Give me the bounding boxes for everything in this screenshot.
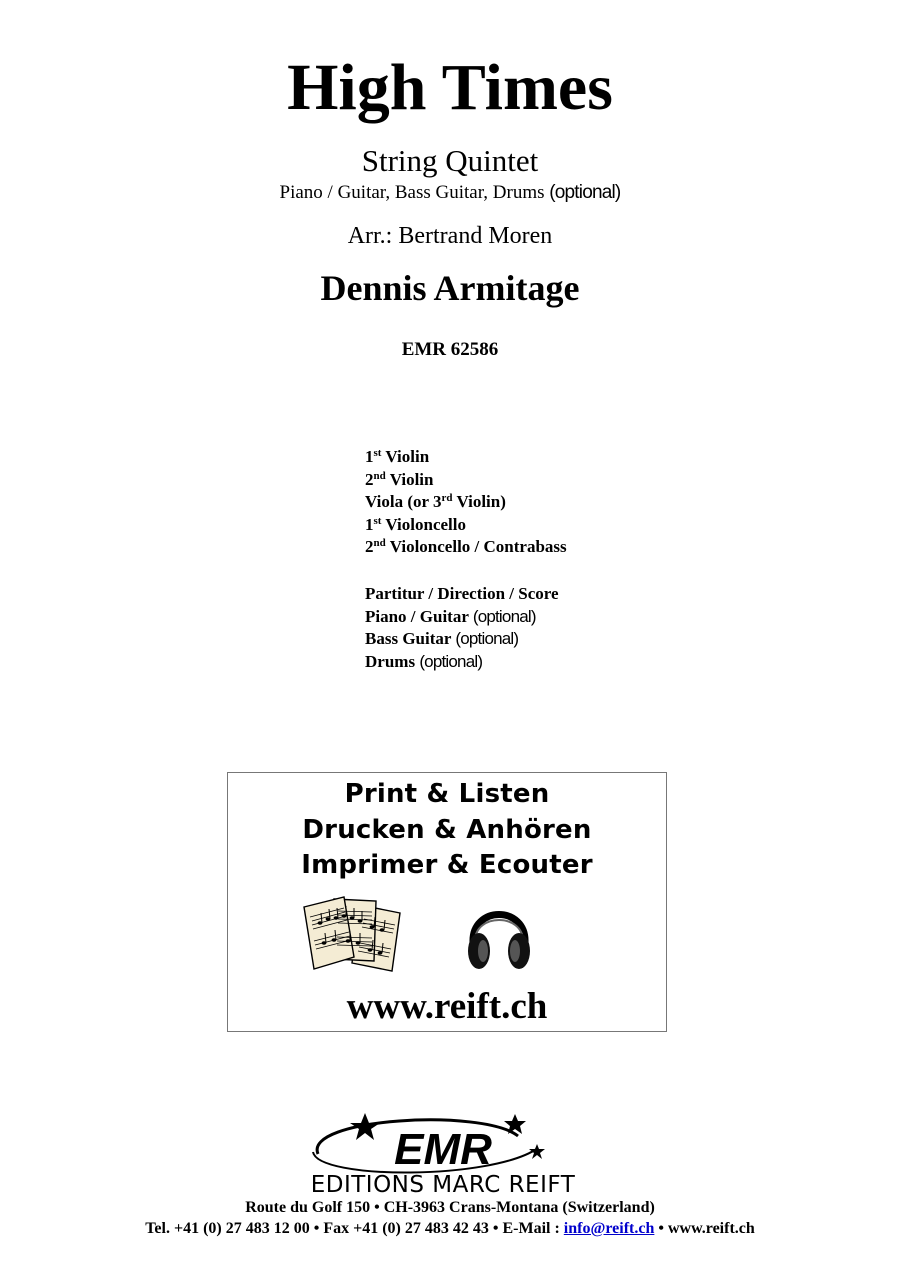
email-link[interactable]: info@reift.ch [563, 1220, 655, 1237]
parts-list [365, 446, 567, 559]
part-cello-1: 1st Violoncello [365, 514, 466, 534]
sheet-music-icon [300, 891, 410, 977]
emr-logo [253, 1108, 633, 1200]
instrumentation-list: Piano / Guitar, Bass Guitar, Drums [279, 182, 545, 203]
part-violin-1: 1st Violin [365, 447, 430, 466]
composer: Dennis Armitage [320, 268, 580, 308]
part-viola: Viola (or 3rd Violin) [365, 492, 506, 511]
part-drums: Drums (optional) [365, 651, 483, 671]
page-title: High Times [287, 51, 613, 124]
part-piano-guitar: Piano / Guitar (optional) [365, 606, 536, 626]
promo-line-fr: Imprimer & Ecouter [301, 850, 593, 880]
subtitle: String Quintet [361, 143, 539, 178]
optional-label: (optional) [549, 182, 621, 203]
part-cello-2: 2nd Violoncello / Contrabass [365, 537, 567, 556]
part-score: Partitur / Direction / Score [365, 584, 559, 603]
print-listen-box [227, 772, 667, 1032]
footer-address: Route du Golf 150 • CH-3963 Crans-Montana (Switzerland) [245, 1199, 655, 1216]
part-bass-guitar: Bass Guitar (optional) [365, 629, 519, 648]
instrumentation [0, 181, 900, 205]
promo-url[interactable]: www.reift.ch [346, 986, 548, 1027]
extra-parts-list [365, 583, 559, 673]
emr-logo-name: EDITIONS MARC REIFT [310, 1172, 576, 1198]
part-violin-2: 2nd Violin [365, 469, 434, 489]
promo-line-de: Drucken & Anhören [302, 815, 592, 845]
catalog-number: EMR 62586 [401, 339, 499, 360]
headphones-icon [463, 893, 535, 975]
arranger: Arr.: Bertrand Moren [347, 223, 553, 249]
promo-line-en: Print & Listen [344, 779, 550, 809]
footer-contact: Tel. +41 (0) 27 483 12 00 • Fax +41 (0) 27 483 42 43 • E-Mail : info@reift.ch • www.reift.ch [145, 1220, 755, 1237]
emr-logo-mark: EMR [394, 1125, 492, 1174]
